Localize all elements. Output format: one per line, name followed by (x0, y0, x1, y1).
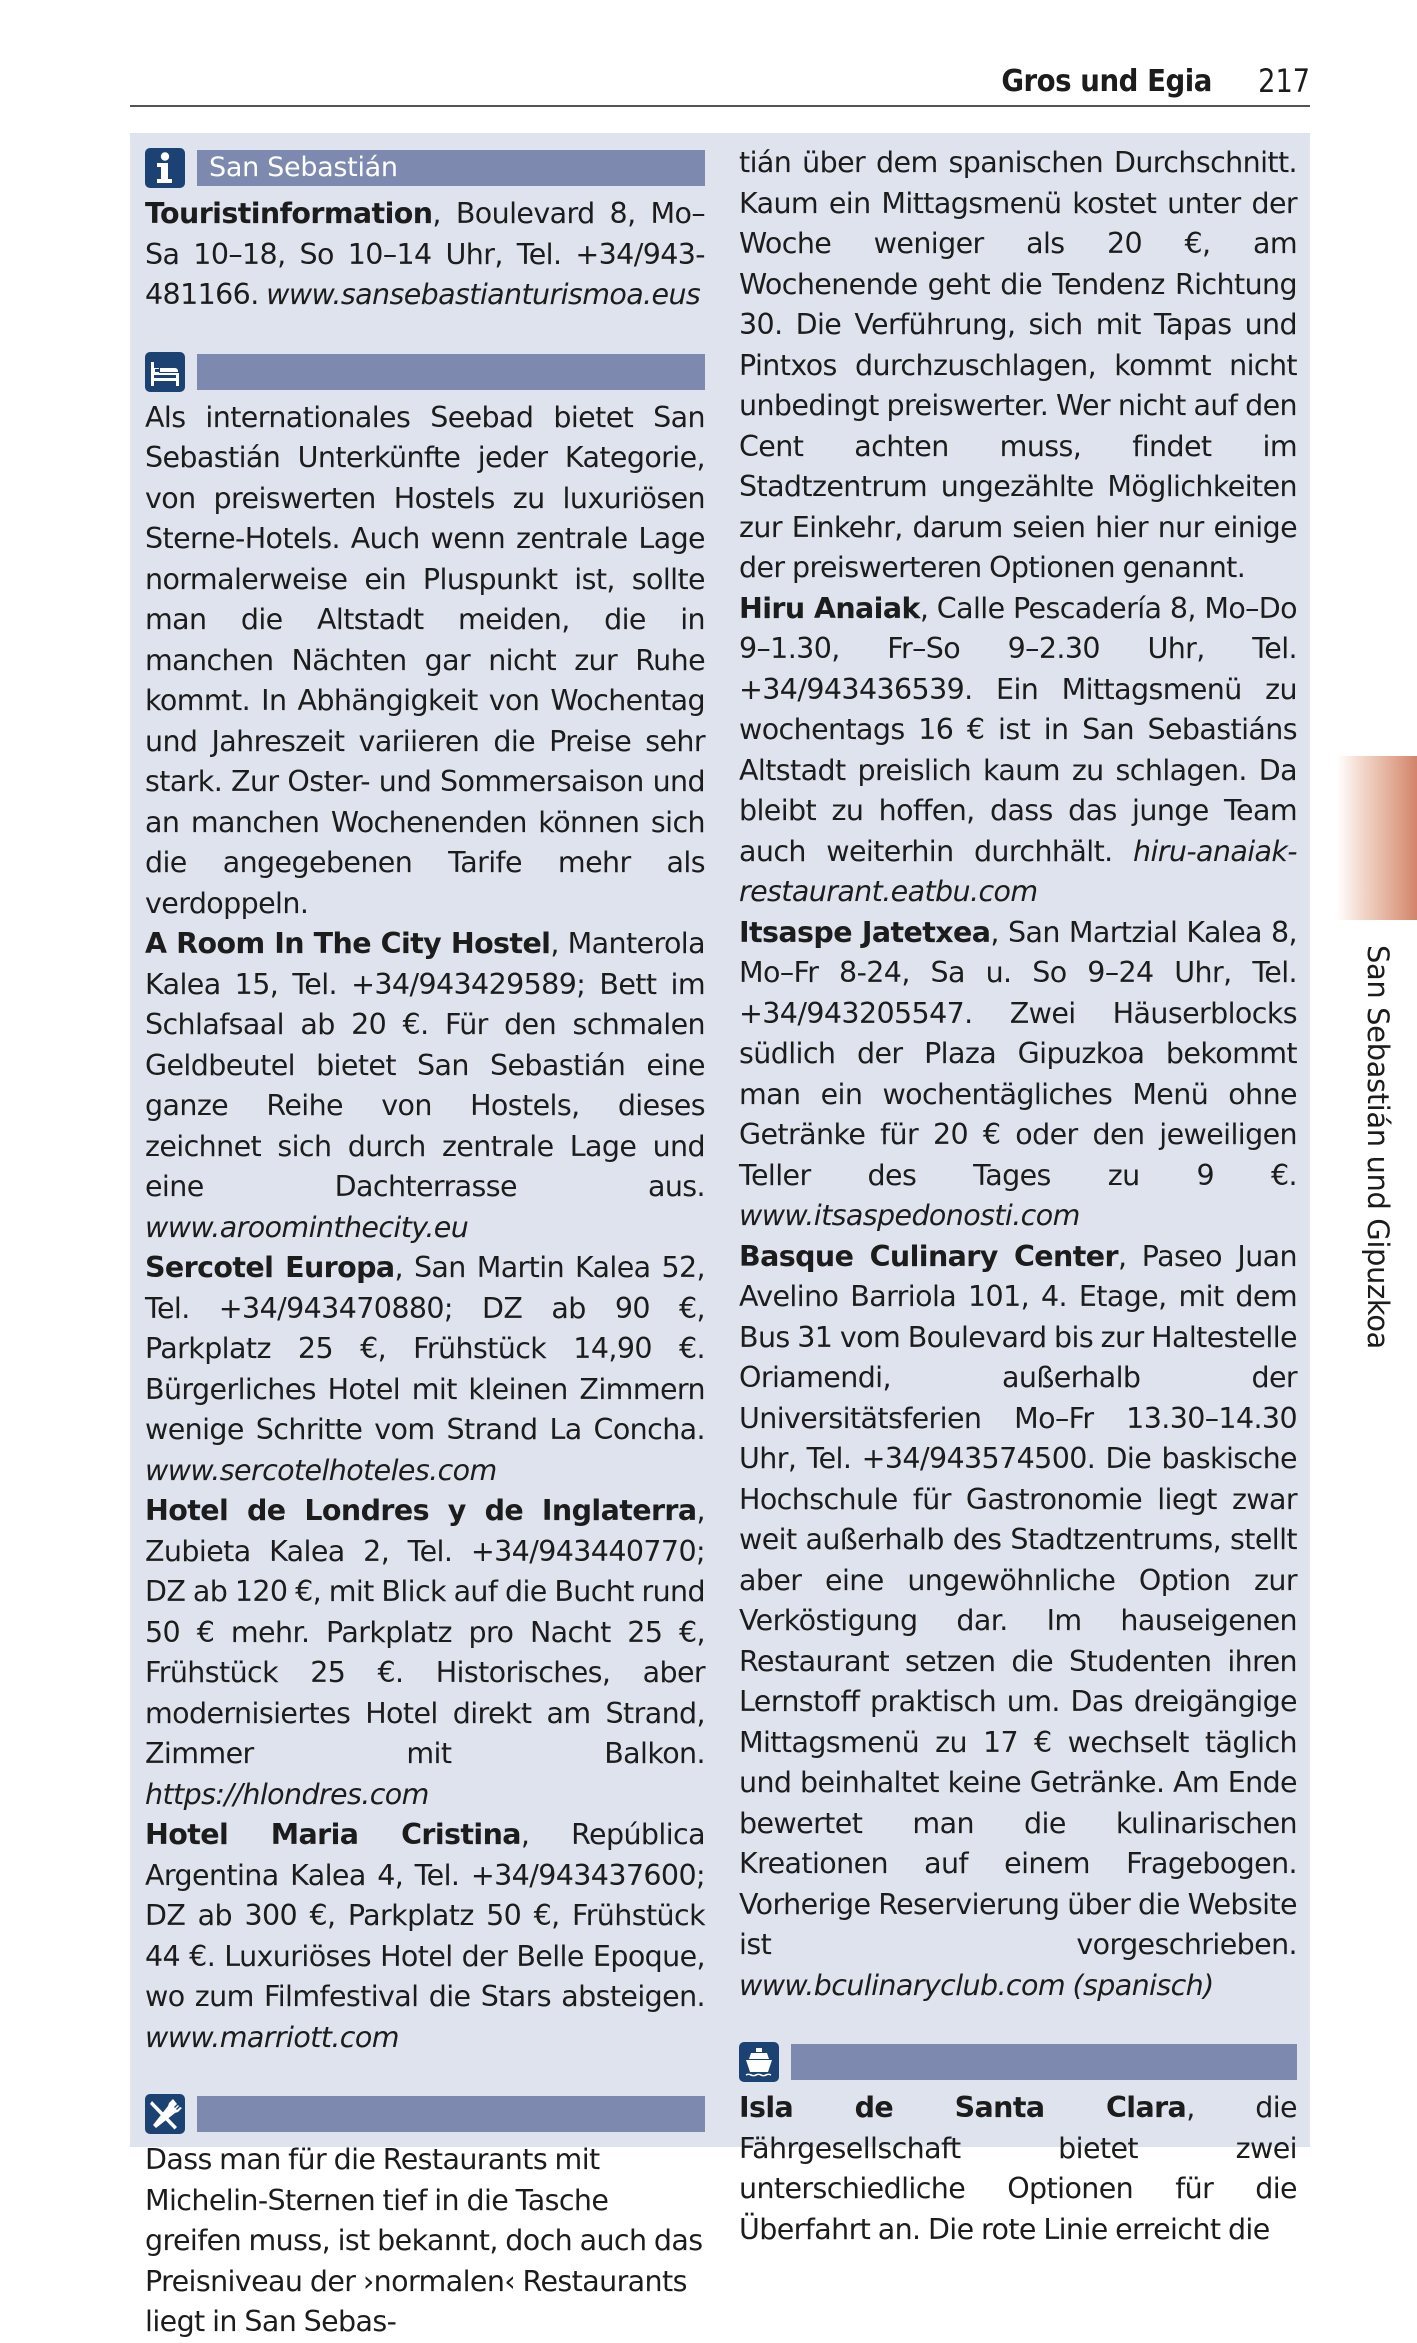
entry-a-room-in-the-city (145, 924, 705, 1248)
entry-touristinformation (145, 194, 705, 316)
entry-name: Isla de Santa Clara (739, 2091, 1187, 2124)
accommodation-intro: Als internationales Seebad bietet San Sebastián Unterkünfte jeder Kategorie, von preiswerten Hostels zu luxuriösen Sterne-Hotels. Auch wenn zentrale Lage normalerweise ein Pluspunkt ist, sollte man die Altstadt meiden, die in manchen Nächten gar nicht zur Ruhe kommt. In Abhängigkeit von Wochentag und Jahreszeit variieren die Preise sehr stark. Zur Oster- und Sommersaison und an manchen Wochenenden können sich die angegebenen Tarife mehr als verdoppeln. (145, 400, 705, 920)
left-column (145, 133, 705, 2343)
entry-text: , Paseo Juan Avelino Barriola 101, 4. Etage, mit dem Bus 31 vom Boulevard bis zur Haltestelle Oriamendi, außerhalb der Universitätsferien Mo–Fr 13.30–14.30 Uhr, Tel. +34/943574500. Die baskische Hochschule für Gastronomie liegt zwar weit außerhalb des Stadtzentrums, stellt aber eine ungewöhnliche Option zur Verköstigung dar. Im hauseigenen Restaurant setzen die Studenten ihren Lernstoff praktisch um. Das dreigängige Mittagsmenü zu 17 € wechselt täglich und beinhaltet keine Getränke. Am Ende bewertet man die kulinarischen Kreationen auf einem Fragebogen. Vorherige Reservierung über die Website ist vorgeschrieben. (739, 1239, 1297, 1961)
header-rule (130, 105, 1310, 107)
entry-hotel-de-londres (145, 1491, 705, 1815)
food-intro-left: Dass man für die Restaurants mit Michelin-Sternen tief in die Tasche greifen muss, ist bekannt, doch auch das Preisniveau der ›normalen‹ Restaurants liegt in San Sebas- (145, 2143, 703, 2338)
entry-text: , Boulevard 8, Mo–Sa 10–18, So 10–14 Uhr, Tel. +34/943-481166. (145, 197, 705, 311)
entry-text: , Manterola Kalea 15, Tel. +34/943429589; Bett im Schlafsaal ab 20 €. Für den schmalen Geldbeutel bietet San Sebastián eine ganze Reihe von Hostels, dieses zeichnet sich durch zentrale Lage und eine Dachterrasse aus. (145, 927, 705, 1203)
section-heading (197, 2096, 705, 2132)
entry-name: A Room In The City Hostel (145, 927, 551, 960)
chapter-tab-text: San Sebastián und Gipuzkoa (1361, 945, 1395, 1349)
entry-name: Hotel de Londres y de Inglaterra (145, 1494, 697, 1527)
entry-text: , Zubieta Kalea 2, Tel. +34/943440770; DZ ab 120 €, mit Blick auf die Bucht rund 50 € mehr. Parkplatz pro Nacht 25 €, Frühstück 25 €. Historisches, aber modernisiertes Hotel direkt am Strand, Zimmer mit Balkon. (145, 1494, 705, 1770)
cutlery-icon (145, 2094, 185, 2134)
info-icon (145, 148, 185, 188)
entry-name: Itsaspe Jatetxea (739, 915, 991, 949)
entry-url[interactable]: www.aroominthecity.eu (145, 1210, 469, 1244)
entry-basque-culinary-center (739, 1237, 1297, 2007)
entry-text: , Calle Pescadería 8, Mo–Do 9–1.30, Fr–So 9–2.30 Uhr, Tel. +34/943436539. Ein Mittagsmenü zu wochentags 16 € ist in San Sebastiáns Altstadt preislich kaum zu schlagen. Da bleibt zu hoffen, dass das junge Team auch weiterhin durchhält. (739, 591, 1297, 868)
entry-url[interactable]: www.itsaspedonosti.com (739, 1199, 1080, 1232)
section-heading: San Sebastián (197, 150, 705, 186)
entry-name: Hotel Maria Cristina (145, 1818, 521, 1851)
right-column (739, 133, 1297, 2250)
entry-url[interactable]: www.sercotelhoteles.com (145, 1453, 497, 1487)
info-box (130, 133, 1310, 2338)
entry-text: , San Martin Kalea 52, Tel. +34/943470880; DZ ab 90 €, Parkplatz 25 €, Frühstück 14,90 €. Bürgerliches Hotel mit kleinen Zimmern wenige Schritte vom Strand La Concha. (145, 1251, 705, 1446)
entry-name: Touristinformation (145, 197, 433, 230)
entry-name: Basque Culinary Center (739, 1239, 1118, 1273)
entry-url[interactable]: www.sansebastianturismoa.eus (266, 278, 701, 311)
entry-url[interactable]: www.bculinaryclub.com (spanisch) (739, 1968, 1214, 2002)
entry-hiru-anaiak (739, 589, 1297, 913)
entry-itsaspe-jatetxea (739, 913, 1297, 1237)
section-header-info (145, 148, 705, 188)
section-heading (791, 2044, 1297, 2080)
entry-url[interactable]: www.marriott.com (145, 2020, 399, 2054)
entry-name: Hiru Anaiak (739, 591, 920, 625)
entry-hotel-maria-cristina (145, 1815, 705, 2058)
entry-name: Sercotel Europa (145, 1251, 395, 1284)
chapter-tab (1337, 756, 1417, 920)
entry-url[interactable]: https://hlondres.com (145, 1777, 429, 1811)
section-heading (197, 354, 705, 390)
running-head (130, 58, 1310, 106)
entry-text: , die Fährgesellschaft bietet zwei unterschiedliche Optionen für die Überfahrt an. Die rote Linie erreicht die (739, 2091, 1297, 2246)
entry-text: , San Martzial Kalea 8, Mo–Fr 8-24, Sa u. So 9–24 Uhr, Tel. +34/943205547. Zwei Häuserblocks südlich der Plaza Gipuzkoa bekommt man ein wochentägliches Menü ohne Getränke für 20 € oder den jeweiligen Teller des Tages zu 9 €. (739, 915, 1297, 1192)
food-intro-right: tián über dem spanischen Durchschnitt. Kaum ein Mittagsmenü kostet unter der Woche weniger als 20 €, am Wochenende geht die Tendenz Richtung 30. Die Verführung, sich mit Tapas und Pintxos durchzuschlagen, kommt nicht unbedingt preiswerter. Wer nicht auf den Cent achten muss, findet im Stadtzentrum ungezählte Möglichkeiten zur Einkehr, darum seien hier nur einige der preiswerteren Optionen genannt. (739, 146, 1297, 584)
entry-text: , República Argentina Kalea 4, Tel. +34/943437600; DZ ab 300 €, Parkplatz 50 €, Frühstück 44 €. Luxuriöses Hotel der Belle Epoque, wo zum Filmfestival die Stars absteigen. (145, 1818, 705, 2013)
ship-icon (739, 2042, 779, 2082)
section-header-accommodation (145, 352, 705, 392)
page-number: 217 (1258, 62, 1310, 100)
entry-isla-de-santa-clara (739, 2088, 1297, 2250)
chapter-title: Gros und Egia (1001, 64, 1212, 99)
entry-sercotel-europa (145, 1248, 705, 1491)
section-header-food (145, 2094, 705, 2134)
bed-icon (145, 352, 185, 392)
entry-url[interactable]: hiru-anaiak-restaurant.eatbu.com (739, 834, 1297, 908)
chapter-tab-label (1355, 945, 1395, 1375)
section-header-boat (739, 2042, 1297, 2082)
